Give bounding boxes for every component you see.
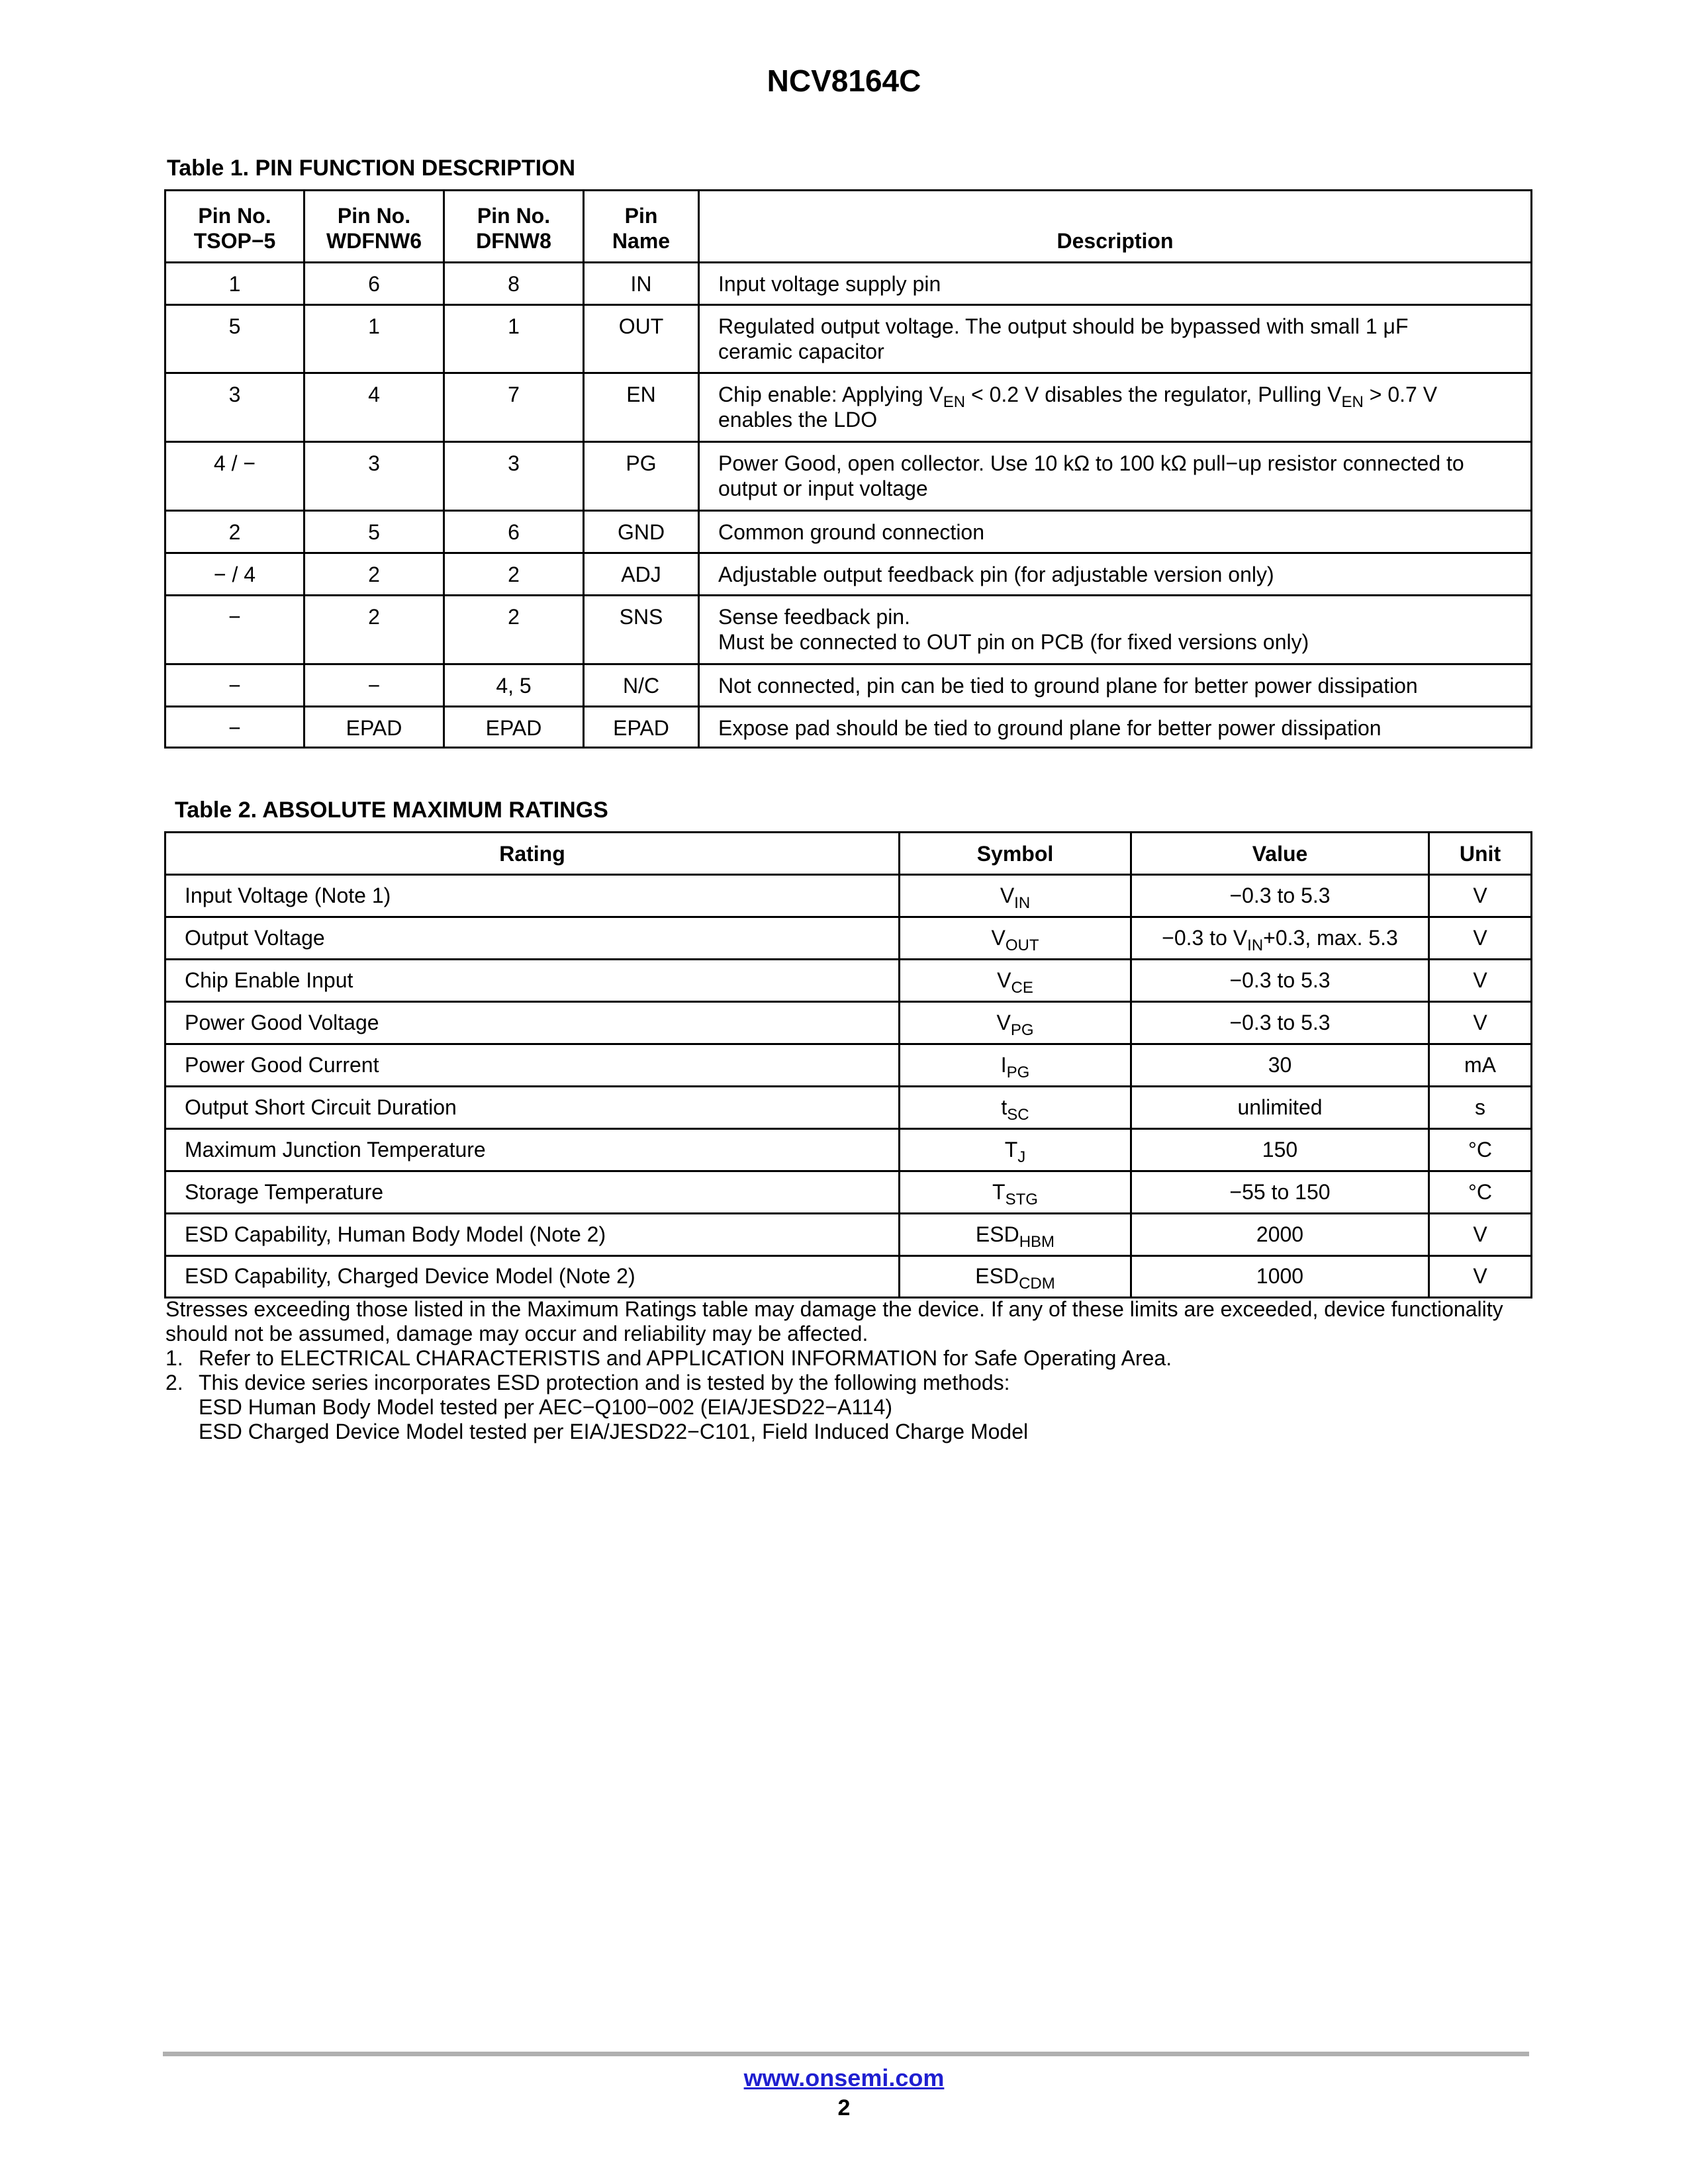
- cell-wdfn: 3: [305, 442, 444, 511]
- table1-caption: Table 1. PIN FUNCTION DESCRIPTION: [167, 156, 576, 181]
- cell-dfn: 3: [444, 442, 584, 511]
- cell-pin-name: SNS: [584, 596, 699, 664]
- table-row: [165, 511, 1532, 553]
- cell-tsop: −: [165, 707, 305, 748]
- cell-dfn: 1: [444, 305, 584, 373]
- table-row: [165, 373, 1532, 442]
- cell-value: −0.3 to 5.3: [1131, 960, 1429, 1002]
- header-wdfn: Pin No. WDFNW6: [305, 191, 444, 263]
- cell-symbol: $V_{PG}$: [900, 1002, 1131, 1044]
- cell-symbol: $t_{SC}$: [900, 1087, 1131, 1129]
- header-rating: Rating: [165, 833, 900, 875]
- cell-symbol: $T_J$: [900, 1129, 1131, 1171]
- cell-description: Chip enable: Applying $V_{EN} < 0.2$ V disables the regulator, Pulling $V_{EN} > 0.7$ V enables the LDO: [699, 373, 1532, 442]
- cell-symbol: $T_{STG}$: [900, 1171, 1131, 1214]
- cell-value: 30: [1131, 1044, 1429, 1087]
- cell-symbol: $V_{CE}$: [900, 960, 1131, 1002]
- cell-value: −0.3 to $V_{IN}+0.3$, max. 5.3: [1131, 917, 1429, 960]
- cell-description: Common ground connection: [699, 511, 1532, 553]
- cell-pin-name: GND: [584, 511, 699, 553]
- cell-rating: Output Voltage: [165, 917, 900, 960]
- table-row: [165, 553, 1532, 596]
- cell-pin-name: OUT: [584, 305, 699, 373]
- cell-unit: V: [1429, 1256, 1532, 1298]
- table-row: [165, 707, 1532, 748]
- cell-symbol: $V_{IN}$: [900, 875, 1131, 917]
- cell-wdfn: 1: [305, 305, 444, 373]
- cell-rating: Input Voltage (Note 1): [165, 875, 900, 917]
- table-row: [165, 305, 1532, 373]
- cell-symbol: $V_{OUT}$: [900, 917, 1131, 960]
- document-title: NCV8164C: [767, 64, 921, 98]
- cell-dfn: 2: [444, 596, 584, 664]
- footer-divider: [163, 2052, 1529, 2056]
- cell-dfn: 6: [444, 511, 584, 553]
- header-description: Description: [699, 191, 1532, 263]
- cell-rating: Output Short Circuit Duration: [165, 1087, 900, 1129]
- header-value: Value: [1131, 833, 1429, 875]
- cell-description: Power Good, open collector. Use 10 kΩ to 100 kΩ pull−up resistor connected to output or input voltage: [699, 442, 1532, 511]
- cell-tsop: −: [165, 596, 305, 664]
- cell-symbol: $I_{PG}$: [900, 1044, 1131, 1087]
- cell-rating: Power Good Current: [165, 1044, 900, 1087]
- cell-tsop: 2: [165, 511, 305, 553]
- table1-header-row: [165, 191, 1532, 263]
- cell-dfn: 2: [444, 553, 584, 596]
- cell-rating: ESD Capability, Human Body Model (Note 2): [165, 1214, 900, 1256]
- table-row: [165, 1171, 1532, 1214]
- cell-description: Not connected, pin can be tied to ground plane for better power dissipation: [699, 664, 1532, 707]
- cell-pin-name: EN: [584, 373, 699, 442]
- cell-pin-name: PG: [584, 442, 699, 511]
- header-tsop: Pin No. TSOP−5: [165, 191, 305, 263]
- table-row: [165, 442, 1532, 511]
- table2-header-row: [165, 833, 1532, 875]
- table-row: [165, 1087, 1532, 1129]
- page-number: 2: [837, 2095, 851, 2120]
- cell-description: Adjustable output feedback pin (for adjustable version only): [699, 553, 1532, 596]
- header-dfn: Pin No. DFNW8: [444, 191, 584, 263]
- pin-function-table: [164, 189, 1532, 749]
- note-2: 2. This device series incorporates ESD protection and is tested by the following methods: ESD Human Body Model tested per AEC−Q100−002 (EIA/JESD22−A114) ESD Charged Device Model tested per EIA/JESD22−C101, Field Induced Charge Model: [165, 1371, 1029, 1443]
- header-symbol: Symbol: [900, 833, 1131, 875]
- cell-wdfn: 2: [305, 596, 444, 664]
- cell-rating: Storage Temperature: [165, 1171, 900, 1214]
- table-row: [165, 1044, 1532, 1087]
- cell-value: −0.3 to 5.3: [1131, 1002, 1429, 1044]
- cell-unit: °C: [1429, 1171, 1532, 1214]
- website-link[interactable]: www.onsemi.com: [743, 2064, 945, 2091]
- cell-value: unlimited: [1131, 1087, 1429, 1129]
- table2-caption: Table 2. ABSOLUTE MAXIMUM RATINGS: [175, 797, 608, 823]
- cell-description: Sense feedback pin. Must be connected to OUT pin on PCB (for fixed versions only): [699, 596, 1532, 664]
- cell-tsop: − / 4: [165, 553, 305, 596]
- table-row: [165, 1214, 1532, 1256]
- cell-dfn: 4, 5: [444, 664, 584, 707]
- cell-pin-name: N/C: [584, 664, 699, 707]
- table-row: [165, 596, 1532, 664]
- cell-wdfn: EPAD: [305, 707, 444, 748]
- cell-wdfn: 2: [305, 553, 444, 596]
- cell-value: 1000: [1131, 1256, 1429, 1298]
- absolute-max-ratings-table: [164, 831, 1532, 1298]
- cell-unit: V: [1429, 875, 1532, 917]
- table-row: [165, 1129, 1532, 1171]
- cell-unit: mA: [1429, 1044, 1532, 1087]
- table-row: [165, 960, 1532, 1002]
- cell-dfn: EPAD: [444, 707, 584, 748]
- cell-symbol: $ESD_{CDM}$: [900, 1256, 1131, 1298]
- cell-unit: s: [1429, 1087, 1532, 1129]
- cell-value: 150: [1131, 1129, 1429, 1171]
- cell-rating: Maximum Junction Temperature: [165, 1129, 900, 1171]
- cell-wdfn: 6: [305, 263, 444, 305]
- table-row: [165, 1002, 1532, 1044]
- table-row: [165, 263, 1532, 305]
- cell-unit: V: [1429, 1002, 1532, 1044]
- cell-tsop: 1: [165, 263, 305, 305]
- cell-rating: Power Good Voltage: [165, 1002, 900, 1044]
- stress-disclaimer: Stresses exceeding those listed in the Maximum Ratings table may damage the device. If any of these limits are exceeded, device functionality should not be assumed, damage may occur and reliability may be affected.: [165, 1297, 1503, 1345]
- cell-wdfn: 5: [305, 511, 444, 553]
- cell-rating: Chip Enable Input: [165, 960, 900, 1002]
- cell-unit: V: [1429, 917, 1532, 960]
- cell-pin-name: IN: [584, 263, 699, 305]
- cell-wdfn: −: [305, 664, 444, 707]
- cell-tsop: −: [165, 664, 305, 707]
- cell-tsop: 5: [165, 305, 305, 373]
- table-row: [165, 875, 1532, 917]
- cell-unit: V: [1429, 960, 1532, 1002]
- cell-value: −55 to 150: [1131, 1171, 1429, 1214]
- cell-dfn: 7: [444, 373, 584, 442]
- cell-description: Regulated output voltage. The output should be bypassed with small 1 μF ceramic capacitor: [699, 305, 1532, 373]
- cell-tsop: 4 / −: [165, 442, 305, 511]
- header-unit: Unit: [1429, 833, 1532, 875]
- cell-tsop: 3: [165, 373, 305, 442]
- cell-dfn: 8: [444, 263, 584, 305]
- cell-pin-name: ADJ: [584, 553, 699, 596]
- cell-unit: °C: [1429, 1129, 1532, 1171]
- cell-unit: V: [1429, 1214, 1532, 1256]
- cell-description: Expose pad should be tied to ground plane for better power dissipation: [699, 707, 1532, 748]
- cell-description: Input voltage supply pin: [699, 263, 1532, 305]
- table-row: [165, 664, 1532, 707]
- note-1: 1. Refer to ELECTRICAL CHARACTERISTIS and APPLICATION INFORMATION for Safe Operating Area.: [165, 1346, 1172, 1370]
- cell-pin-name: EPAD: [584, 707, 699, 748]
- ratings-notes: [165, 1297, 1529, 1444]
- cell-symbol: $ESD_{HBM}$: [900, 1214, 1131, 1256]
- cell-value: 2000: [1131, 1214, 1429, 1256]
- table-row: [165, 917, 1532, 960]
- header-pin-name: Pin Name: [584, 191, 699, 263]
- table-row: [165, 1256, 1532, 1298]
- cell-wdfn: 4: [305, 373, 444, 442]
- cell-rating: ESD Capability, Charged Device Model (Note 2): [165, 1256, 900, 1298]
- cell-value: −0.3 to 5.3: [1131, 875, 1429, 917]
